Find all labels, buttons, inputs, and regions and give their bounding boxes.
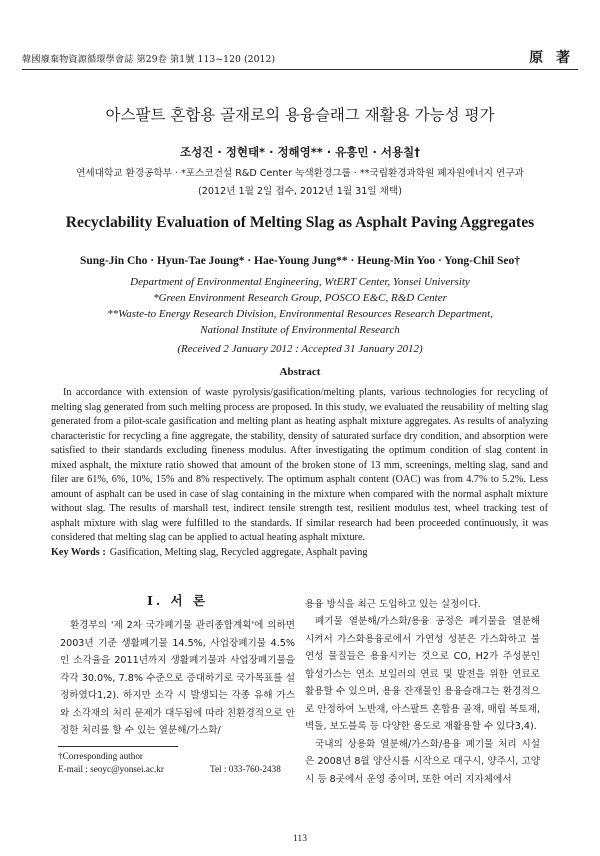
korean-dates: (2012년 1월 2일 접수, 2012년 1월 31일 채택) bbox=[198, 186, 402, 197]
english-affiliation-2: *Green Environment Research Group, POSCO E&C, R&D Center bbox=[153, 292, 447, 304]
english-affiliation-1: Department of Environmental Engineering, WtERT Center, Yonsei University bbox=[130, 276, 470, 288]
korean-title: 아스팔트 혼합용 골재로의 용융슬래그 재활용 가능성 평가 bbox=[105, 106, 495, 124]
korean-authors: 조성진 · 정현태* · 정해영** · 유흥민 · 서용칠† bbox=[180, 145, 420, 159]
korean-affiliations: 연세대학교 환경공학부 · *포스코건설 R&D Center 녹색환경그룹 · **국립환경과학원 폐자원에너지 연구과 bbox=[76, 168, 524, 179]
journal-header bbox=[22, 47, 578, 70]
right-column bbox=[305, 596, 540, 788]
keywords-label: Key Words : bbox=[51, 547, 106, 558]
journal-citation: 韓國廢棄物資源循環學會誌 第29卷 第1號 113~120 (2012) bbox=[22, 54, 276, 65]
english-affiliation-4: National Institute of Environmental Research bbox=[200, 324, 400, 336]
intro-paragraph-right-1: 용융 방식을 최근 도입하고 있는 실정이다. bbox=[305, 599, 481, 610]
abstract-heading: Abstract bbox=[279, 366, 321, 378]
english-authors: Sung-Jin Cho · Hyun-Tae Joung* · Hae-Young Jung** · Heung-Min Yoo · Yong-Chil Seo† bbox=[80, 255, 520, 267]
intro-paragraph-right-3: 국내의 상용화 열분해/가스화/용융 폐기물 처리 시설은 2008년 8월 양산시를 시작으로 대구시, 양주시, 고양시 등 8곳에서 운영 중이며, 또한 여러 지자체에서 bbox=[305, 738, 540, 785]
english-title: Recyclability Evaluation of Melting Slag as Asphalt Paving Aggregates bbox=[65, 214, 535, 231]
intro-paragraph-left: 환경부의 '제 2차 국가폐기물 관리종합계획'에 의하면 2003년 기준 생활폐기물 14.5%, 사업장폐기물 4.5%인 소각율을 2011년까지 생활폐기물과 사업장폐기물을 각각 30.0%, 7.8% 수준으로 증대하기로 국가목표를 설정하였다1,2). 하지만 소각 시 발생되는 각종 유해 가스와 소각재의 처리 문제가 대두됨에 따라 친환경적으로 안정한 처리를 할 수 있는 열분해/가스화/ bbox=[60, 620, 295, 737]
page-number: 113 bbox=[292, 833, 308, 844]
english-dates: (Received 2 January 2012 : Accepted 31 January 2012) bbox=[177, 343, 423, 355]
english-affiliation-3: **Waste-to Energy Research Division, Environmental Resources Research Department, bbox=[107, 308, 493, 320]
abstract-text: In accordance with extension of waste pyrolysis/gasification/melting plants, various technologies for recycling of melting slag generated from such melting process are proposed. In this study, we evaluated the reusability of melting slag generated from a pilot-scale gasification and melting plant as heating asphalt mixture aggregates. As results of analyzing characteristic for recycling a fine aggregate, the stability, density of saturated surface dry condition, and absorption were satisfied to their standards excluding fineness modulus. After investigating the optimum condition of slag content in mixed asphalt, the mixture ratio showed that amount of the broken stone of 13 mm, screenings, melting slag, sand and filer are 61%, 6%, 10%, 15% and 8% respectively. The optimum asphalt content (OAC) was from 4.7% to 5.2%. Less amount of asphalt can be used in case of slag containing in the mixture when compared with the normal asphalt mixture without slag. The results of marshall test, indirect tensile strength test, resilient modulus test, wheel tracking test of asphalt mixture with slag were fulfilled to the standards. If similar research had been proceeded continuously, it was considered that melting slag can be applied to actual heating asphalt mixture. bbox=[51, 387, 548, 544]
corresponding-author-label: †Corresponding author bbox=[58, 751, 143, 761]
section-tag: 原 著 bbox=[529, 50, 574, 66]
keywords-text: Gasification, Melting slag, Recycled aggregate, Asphalt paving bbox=[109, 547, 368, 558]
footnote-tel: Tel : 033-760-2438 bbox=[210, 764, 281, 774]
section-heading: I. 서 론 bbox=[146, 593, 209, 608]
footnote-divider bbox=[58, 746, 178, 747]
intro-paragraph-right-2: 폐기물 열분해/가스화/용융 공정은 폐기물을 열분해 시켜서 가스화용융로에서 가연성 성분은 가스화하고 불연성 물질들은 용융시키는 것으로 CO, H2가 주성분인 합성가스는 연소 보일러의 연료 및 발전을 위한 연료로 활용할 수 있으며, 용융 잔재물인 용융슬래그는 환경적으로 안정하여 노반재, 아스팔트 혼합용 골재, 매립 복토재, 벽돌, 보도블록 등 다양한 용도로 재활용할 수 있다3,4). bbox=[305, 616, 540, 733]
footnote-email: E-mail : seoyc@yonsei.ac.kr bbox=[58, 764, 164, 774]
footnote bbox=[58, 750, 298, 776]
keywords bbox=[51, 547, 548, 558]
left-column bbox=[60, 592, 295, 740]
